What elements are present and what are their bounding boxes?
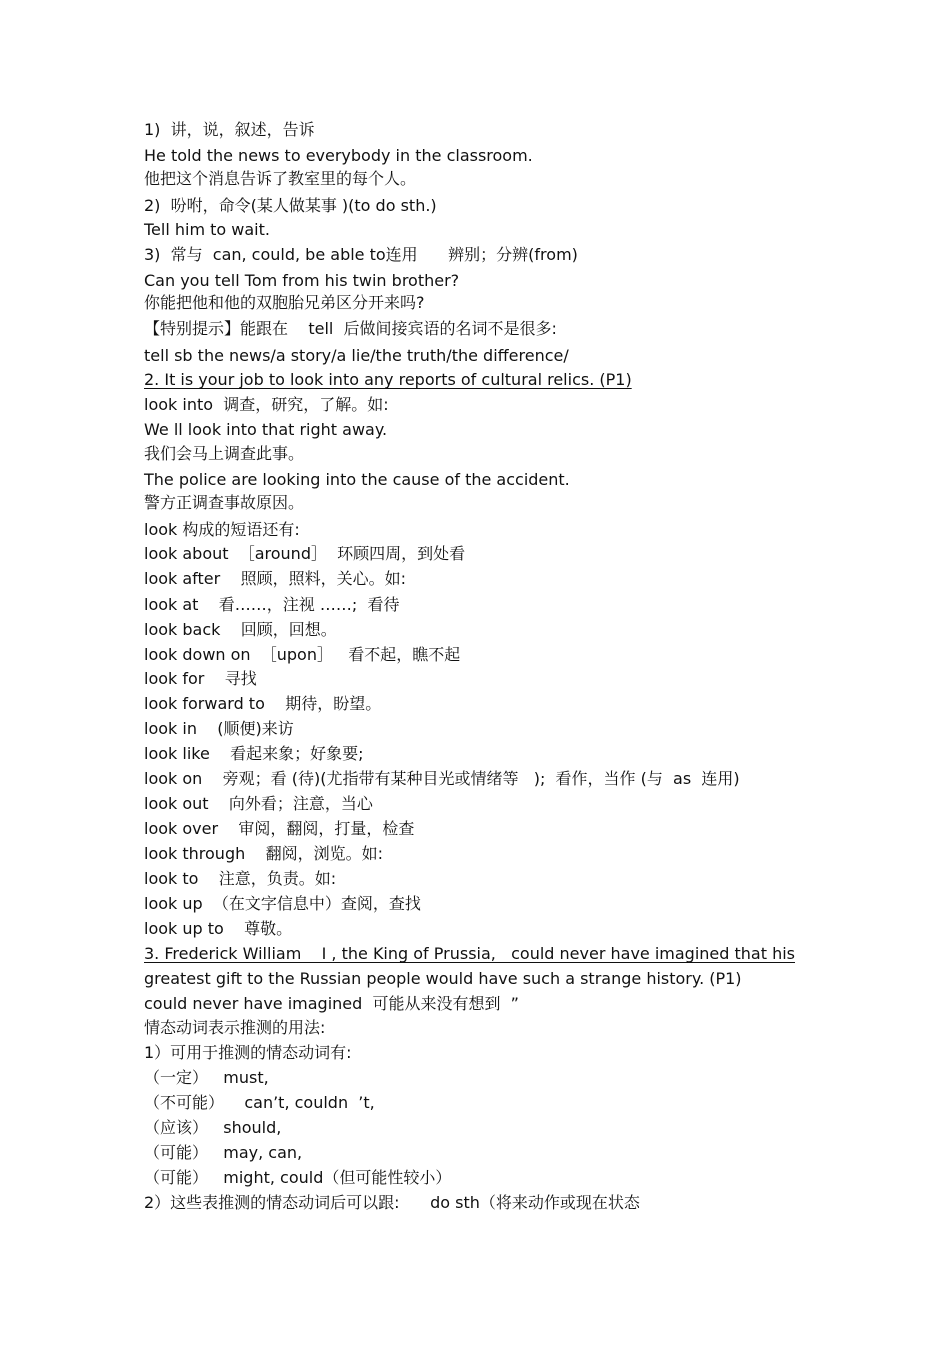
phrase-definition: look into 调查，研究，了解。如:: [144, 395, 389, 414]
phrase-item: look at 看……，注视 ……; 看待: [144, 595, 400, 614]
phrase-item: look in (顺便)来访: [144, 719, 294, 738]
sense-3-heading: 3) 常与 can, could, be able to连用 辨别；分辨(from): [144, 245, 578, 264]
usage-heading: 情态动词表示推测的用法:: [144, 1018, 326, 1037]
special-tip: 【特别提示】能跟在 tell 后做间接宾语的名词不是很多:: [144, 319, 557, 338]
phrase-item: look down on ［upon］ 看不起，瞧不起: [144, 645, 461, 664]
phrase-item: look up to 尊敬。: [144, 919, 293, 938]
usage-subheading: 2）这些表推测的情态动词后可以跟: do sth（将来动作或现在状态: [144, 1193, 640, 1212]
sense-2-heading: 2) 吩咐，命令(某人做某事 )(to do sth.): [144, 196, 437, 215]
sense-1-heading: 1) 讲，说，叙述，告诉: [144, 120, 315, 139]
phrase-list-heading: look 构成的短语还有:: [144, 520, 300, 539]
modal-item: （应该） should,: [144, 1118, 282, 1137]
phrase-item: look to 注意，负责。如:: [144, 869, 337, 888]
modal-item: （可能） might, could（但可能性较小）: [144, 1168, 452, 1187]
phrase-item: look like 看起来象；好象要;: [144, 744, 364, 763]
point-3-heading-line-2: greatest gift to the Russian people would have such a strange history. (P1): [144, 969, 742, 988]
phrase-item: look through 翻阅，浏览。如:: [144, 844, 383, 863]
phrase-item: look on 旁观；看 (待)(尤指带有某种目光或情绪等 ); 看作，当作 (与 as 连用): [144, 769, 740, 788]
point-3-heading-line-1: 3. Frederick William Ⅰ , the King of Prussia, could never have imagined that his: [144, 944, 795, 963]
phrase-definition: could never have imagined 可能从来没有想到 ”: [144, 994, 519, 1013]
phrase-item: look forward to 期待，盼望。: [144, 694, 382, 713]
example-sentence: We ll look into that right away.: [144, 420, 388, 439]
phrase-item: look after 照顾，照料，关心。如:: [144, 569, 406, 588]
phrase-item: look over 审阅，翻阅，打量，检查: [144, 819, 415, 838]
phrase-item: look back 回顾，回想。: [144, 620, 337, 639]
example-sentence: He told the news to everybody in the classroom.: [144, 146, 533, 165]
modal-item: （不可能） can’t, couldn ’t,: [144, 1093, 375, 1112]
example-translation: 我们会马上调查此事。: [144, 444, 305, 463]
phrase-item: look up （在文字信息中）查阅，查找: [144, 894, 421, 913]
example-sentence: The police are looking into the cause of the accident.: [144, 470, 570, 489]
example-sentence: Can you tell Tom from his twin brother?: [144, 271, 460, 290]
example-translation: 警方正调查事故原因。: [144, 493, 305, 512]
phrase-item: look out 向外看；注意，当心: [144, 794, 373, 813]
modal-item: （一定） must,: [144, 1068, 269, 1087]
example-translation: 你能把他和他的双胞胎兄弟区分开来吗?: [144, 293, 425, 312]
point-2-heading: 2. It is your job to look into any reports of cultural relics. (P1): [144, 370, 632, 389]
example-translation: 他把这个消息告诉了教室里的每个人。: [144, 169, 417, 188]
phrase-item: look about ［around］ 环顾四周，到处看: [144, 544, 466, 563]
modal-item: （可能） may, can,: [144, 1143, 303, 1162]
phrase-item: look for 寻找: [144, 669, 257, 688]
example-sentence: Tell him to wait.: [144, 220, 270, 239]
tip-example: tell sb the news/a story/a lie/the truth/the difference/: [144, 346, 569, 365]
usage-subheading: 1）可用于推测的情态动词有:: [144, 1043, 352, 1062]
